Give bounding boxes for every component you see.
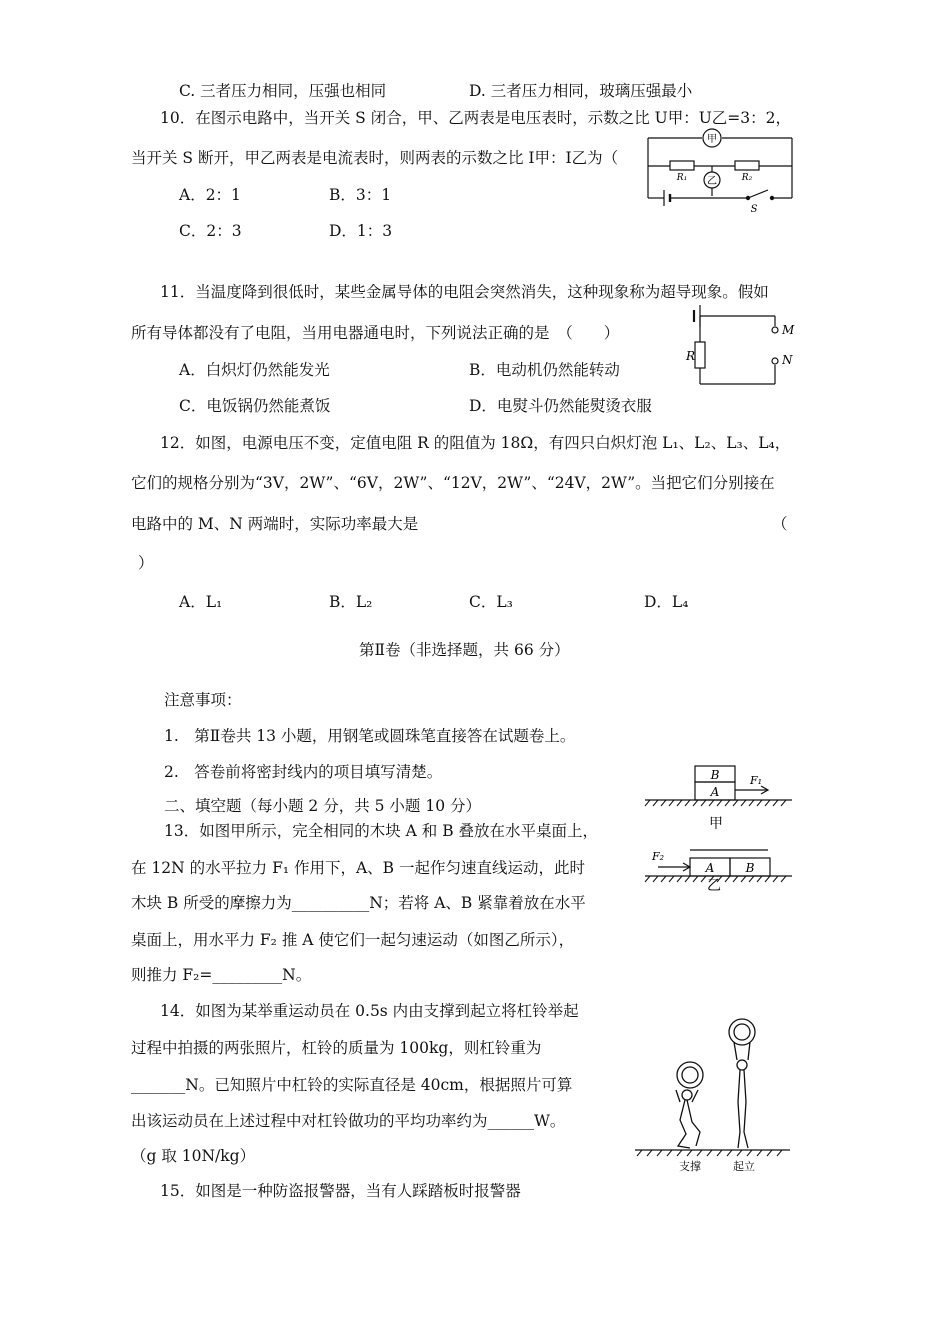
q12-terminal-m-label: M xyxy=(782,323,795,337)
q13-figure-yi-label: 乙 xyxy=(707,878,721,892)
q12-option-b: B．L₂ xyxy=(329,593,373,611)
q10-option-b: B．3：1 xyxy=(329,186,392,204)
q13-block-figure xyxy=(640,762,800,892)
q10-option-c: C．2：3 xyxy=(179,222,242,240)
q13-block-b-side-label: B xyxy=(745,861,755,875)
q12-circuit-diagram xyxy=(680,302,810,392)
q14-text-line-4: 出该运动员在上述过程中对杠铃做功的平均功率约为______W。 xyxy=(131,1112,566,1130)
q13-text-line-5: 则推力 F₂=_________N。 xyxy=(131,966,312,984)
notes-title: 注意事项： xyxy=(164,691,242,709)
q11-text-line-2: 所有导体都没有了电阻，当用电器通电时，下列说法正确的是 （ ） xyxy=(131,324,620,342)
q12-paren-open: （ xyxy=(772,515,788,533)
note-2: 2. 答卷前将密封线内的项目填写清楚。 xyxy=(164,763,443,781)
q11-text-line-1: 11．当温度降到很低时，某些金属导体的电阻会突然消失，这种现象称为超导现象。假如 xyxy=(160,283,769,301)
q15-text-line-1: 15．如图是一种防盗报警器，当有人踩踏板时报警器 xyxy=(160,1182,521,1200)
q10-meter-jia-label: 甲 xyxy=(707,134,717,145)
q13-text-line-4: 桌面上，用水平力 F₂ 推 A 使它们一起匀速运动（如图乙所示）， xyxy=(131,931,575,949)
q9-option-d: D. 三者压力相同，玻璃压强最小 xyxy=(469,82,693,100)
q12-text-line-1: 12．如图，电源电压不变，定值电阻 R 的阻值为 18Ω，有四只白炽灯泡 L₁、L₂、L₃、L₄， xyxy=(160,434,791,452)
q12-option-d: D．L₄ xyxy=(644,593,689,611)
q12-resistor-r-label: R xyxy=(686,349,696,363)
q14-support-label: 支撑 xyxy=(679,1160,701,1173)
q13-force-f2-label: F₂ xyxy=(652,850,665,863)
q12-terminal-n-label: N xyxy=(782,353,793,367)
q14-weightlifter-figure xyxy=(630,1010,800,1175)
q14-text-line-2: 过程中拍摄的两张照片，杠铃的质量为 100kg，则杠铃重为 xyxy=(131,1039,542,1057)
q13-block-a-side-label: A xyxy=(705,861,715,875)
q14-text-line-1: 14．如图为某举重运动员在 0.5s 内由支撑到起立将杠铃举起 xyxy=(160,1002,579,1020)
q13-block-b-top-label: B xyxy=(710,768,720,782)
q13-figure-jia-label: 甲 xyxy=(709,816,723,832)
q11-option-a: A．白炽灯仍然能发光 xyxy=(179,361,330,379)
q10-meter-yi-label: 乙 xyxy=(707,176,717,187)
q13-text-line-1: 13．如图甲所示，完全相同的木块 A 和 B 叠放在水平桌面上， xyxy=(164,822,599,840)
q14-text-line-5: （g 取 10N/kg） xyxy=(131,1147,256,1165)
q13-text-line-3: 木块 B 所受的摩擦力为__________N；若将 A、B 紧靠着放在水平 xyxy=(131,894,586,912)
q10-option-a: A．2：1 xyxy=(179,186,241,204)
q12-option-a: A．L₁ xyxy=(179,593,223,611)
q13-text-line-2: 在 12N 的水平拉力 F₁ 作用下，A、B 一起作匀速直线运动，此时 xyxy=(131,859,585,877)
q12-paren-close: ） xyxy=(138,554,154,572)
q12-text-line-2: 它们的规格分别为“3V，2W”、“6V，2W”、“12V，2W”、“24V，2W”。当把它们分别接在 xyxy=(131,474,775,492)
q11-option-c: C．电饭锅仍然能煮饭 xyxy=(179,397,331,415)
note-1: 1. 第Ⅱ卷共 13 小题，用钢笔或圆珠笔直接答在试题卷上。 xyxy=(164,727,576,745)
part2-title: 第Ⅱ卷（非选择题，共 66 分） xyxy=(359,641,570,659)
q12-option-c: C．L₃ xyxy=(469,593,513,611)
q10-circuit-diagram xyxy=(640,128,800,218)
q11-option-d: D．电熨斗仍然能熨烫衣服 xyxy=(469,397,652,415)
q12-text-line-3: 电路中的 M、N 两端时，实际功率最大是 xyxy=(131,515,419,533)
q13-force-f1-label: F₁ xyxy=(750,774,763,787)
q10-text-line-2: 当开关 S 断开，甲乙两表是电流表时，则两表的示数之比 I甲：I乙为（ xyxy=(131,149,619,167)
q10-text-line-1: 10．在图示电路中，当开关 S 闭合，甲、乙两表是电压表时，示数之比 U甲：U乙=3：2， xyxy=(160,109,791,127)
q11-option-b: B．电动机仍然能转动 xyxy=(469,361,620,379)
q10-switch-label: S xyxy=(750,204,758,215)
q9-option-c: C. 三者压力相同，压强也相同 xyxy=(179,82,387,100)
q14-text-line-3: _______N。已知照片中杠铃的实际直径是 40cm，根据照片可算 xyxy=(131,1076,573,1094)
q10-option-d: D．1：3 xyxy=(329,222,393,240)
section-fill-in-heading: 二、填空题（每小题 2 分，共 5 小题 10 分） xyxy=(164,797,482,815)
q10-r1-label: R₁ xyxy=(676,173,688,183)
q13-block-a-bottom-label: A xyxy=(710,785,720,799)
q10-r2-label: R₂ xyxy=(741,173,753,183)
q14-stand-label: 起立 xyxy=(733,1160,755,1173)
